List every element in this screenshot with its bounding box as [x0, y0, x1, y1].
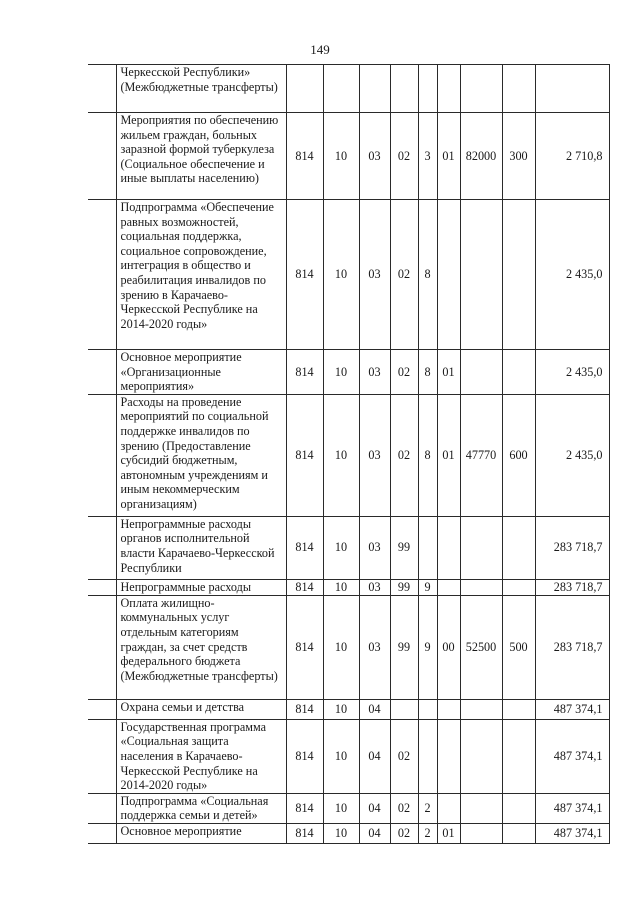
event-cell [437, 699, 460, 719]
item-name-cell: Оплата жилищно-коммунальных услуг отдельным категориям граждан, за счет средств федерального бюджета (Межбюджетные трансферты) [116, 595, 286, 699]
subprogram-cell [418, 65, 437, 113]
section-cell: 10 [323, 699, 359, 719]
direction-cell [460, 200, 502, 350]
direction-cell [460, 350, 502, 395]
expense-type-cell [502, 699, 535, 719]
table-row [88, 595, 609, 699]
subsection-cell: 03 [359, 113, 390, 200]
subsection-cell [359, 65, 390, 113]
section-cell: 10 [323, 579, 359, 595]
direction-cell: 82000 [460, 113, 502, 200]
event-cell: 01 [437, 350, 460, 395]
program-cell: 02 [390, 350, 418, 395]
event-cell [437, 65, 460, 113]
table-row [88, 579, 609, 595]
section-cell [323, 65, 359, 113]
direction-cell [460, 719, 502, 793]
direction-cell: 52500 [460, 595, 502, 699]
subsection-cell: 04 [359, 699, 390, 719]
section-cell: 10 [323, 719, 359, 793]
amount-cell [535, 65, 609, 113]
section-cell: 10 [323, 793, 359, 823]
table-row [88, 516, 609, 579]
program-cell: 99 [390, 579, 418, 595]
item-name-cell: Государственная программа «Социальная защита населения в Карачаево-Черкесской Республике на 2014-2020 годы» [116, 719, 286, 793]
item-name-cell: Расходы на проведение мероприятий по социальной поддержке инвалидов по зрению (Предоставление субсидий бюджетным, автономным учреждениям и иным некоммерческим организациям) [116, 394, 286, 516]
subprogram-cell: 3 [418, 113, 437, 200]
subprogram-cell: 2 [418, 823, 437, 843]
program-cell: 99 [390, 595, 418, 699]
program-cell [390, 65, 418, 113]
margin-cell [88, 699, 116, 719]
event-cell [437, 719, 460, 793]
subsection-cell: 04 [359, 793, 390, 823]
grbs-cell: 814 [286, 699, 323, 719]
grbs-cell: 814 [286, 200, 323, 350]
program-cell: 02 [390, 394, 418, 516]
event-cell [437, 579, 460, 595]
subsection-cell: 04 [359, 719, 390, 793]
section-cell: 10 [323, 595, 359, 699]
section-cell: 10 [323, 350, 359, 395]
program-cell: 02 [390, 793, 418, 823]
grbs-cell: 814 [286, 350, 323, 395]
program-cell [390, 699, 418, 719]
event-cell [437, 200, 460, 350]
item-name-cell: Черкесской Республики» (Межбюджетные трансферты) [116, 65, 286, 113]
item-name-cell: Непрограммные расходы [116, 579, 286, 595]
subsection-cell: 03 [359, 200, 390, 350]
direction-cell [460, 516, 502, 579]
section-cell: 10 [323, 823, 359, 843]
margin-cell [88, 579, 116, 595]
event-cell: 01 [437, 823, 460, 843]
direction-cell [460, 65, 502, 113]
subprogram-cell: 8 [418, 200, 437, 350]
amount-cell: 487 374,1 [535, 823, 609, 843]
item-name-cell: Охрана семьи и детства [116, 699, 286, 719]
event-cell: 01 [437, 113, 460, 200]
section-cell: 10 [323, 516, 359, 579]
margin-cell [88, 113, 116, 200]
expense-type-cell [502, 579, 535, 595]
subsection-cell: 03 [359, 350, 390, 395]
subprogram-cell: 9 [418, 595, 437, 699]
grbs-cell: 814 [286, 823, 323, 843]
margin-cell [88, 595, 116, 699]
table-row [88, 823, 609, 843]
event-cell [437, 793, 460, 823]
margin-cell [88, 200, 116, 350]
subprogram-cell: 2 [418, 793, 437, 823]
item-name-cell: Основное мероприятие «Организационные мероприятия» [116, 350, 286, 395]
expense-type-cell [502, 350, 535, 395]
event-cell: 01 [437, 394, 460, 516]
margin-cell [88, 65, 116, 113]
expense-type-cell [502, 793, 535, 823]
amount-cell: 2 435,0 [535, 200, 609, 350]
table-body [88, 65, 609, 844]
amount-cell: 283 718,7 [535, 579, 609, 595]
expense-type-cell [502, 200, 535, 350]
amount-cell: 487 374,1 [535, 793, 609, 823]
section-cell: 10 [323, 113, 359, 200]
table-row [88, 200, 609, 350]
section-cell: 10 [323, 200, 359, 350]
grbs-cell: 814 [286, 394, 323, 516]
margin-cell [88, 719, 116, 793]
subsection-cell: 03 [359, 394, 390, 516]
grbs-cell: 814 [286, 516, 323, 579]
grbs-cell: 814 [286, 113, 323, 200]
expense-type-cell: 300 [502, 113, 535, 200]
table-row [88, 719, 609, 793]
budget-table [88, 64, 610, 844]
expense-type-cell [502, 719, 535, 793]
program-cell: 02 [390, 200, 418, 350]
subsection-cell: 03 [359, 595, 390, 699]
event-cell: 00 [437, 595, 460, 699]
expense-type-cell [502, 65, 535, 113]
grbs-cell: 814 [286, 595, 323, 699]
expense-type-cell [502, 823, 535, 843]
subprogram-cell: 8 [418, 394, 437, 516]
program-cell: 02 [390, 113, 418, 200]
item-name-cell: Подпрограмма «Обеспечение равных возможностей, социальная поддержка, социальное сопровождение, интеграция в общество и реабилитация инвалидов по зрению в Карачаево-Черкесской Республике на 2014-2020 годы» [116, 200, 286, 350]
subprogram-cell [418, 719, 437, 793]
amount-cell: 2 435,0 [535, 350, 609, 395]
item-name-cell: Непрограммные расходы органов исполнительной власти Карачаево-Черкесской Республики [116, 516, 286, 579]
grbs-cell: 814 [286, 719, 323, 793]
direction-cell: 47770 [460, 394, 502, 516]
grbs-cell: 814 [286, 793, 323, 823]
amount-cell: 283 718,7 [535, 516, 609, 579]
program-cell: 02 [390, 823, 418, 843]
page-number: 149 [310, 42, 330, 57]
margin-cell [88, 394, 116, 516]
grbs-cell [286, 65, 323, 113]
event-cell [437, 516, 460, 579]
margin-cell [88, 793, 116, 823]
program-cell: 99 [390, 516, 418, 579]
amount-cell: 2 435,0 [535, 394, 609, 516]
grbs-cell: 814 [286, 579, 323, 595]
subsection-cell: 03 [359, 516, 390, 579]
direction-cell [460, 579, 502, 595]
amount-cell: 283 718,7 [535, 595, 609, 699]
amount-cell: 487 374,1 [535, 719, 609, 793]
subprogram-cell: 9 [418, 579, 437, 595]
margin-cell [88, 516, 116, 579]
amount-cell: 2 710,8 [535, 113, 609, 200]
table-row [88, 394, 609, 516]
subsection-cell: 03 [359, 579, 390, 595]
program-cell: 02 [390, 719, 418, 793]
section-cell: 10 [323, 394, 359, 516]
direction-cell [460, 793, 502, 823]
expense-type-cell: 500 [502, 595, 535, 699]
subprogram-cell [418, 699, 437, 719]
direction-cell [460, 823, 502, 843]
item-name-cell: Основное мероприятие [116, 823, 286, 843]
table-row [88, 350, 609, 395]
table-row [88, 65, 609, 113]
subprogram-cell: 8 [418, 350, 437, 395]
expense-type-cell [502, 516, 535, 579]
amount-cell: 487 374,1 [535, 699, 609, 719]
table-row [88, 113, 609, 200]
table-row [88, 793, 609, 823]
direction-cell [460, 699, 502, 719]
item-name-cell: Подпрограмма «Социальная поддержка семьи и детей» [116, 793, 286, 823]
expense-type-cell: 600 [502, 394, 535, 516]
subsection-cell: 04 [359, 823, 390, 843]
item-name-cell: Мероприятия по обеспечению жильем граждан, больных заразной формой туберкулеза (Социальное обеспечение и иные выплаты населению) [116, 113, 286, 200]
subprogram-cell [418, 516, 437, 579]
table-row [88, 699, 609, 719]
margin-cell [88, 823, 116, 843]
margin-cell [88, 350, 116, 395]
